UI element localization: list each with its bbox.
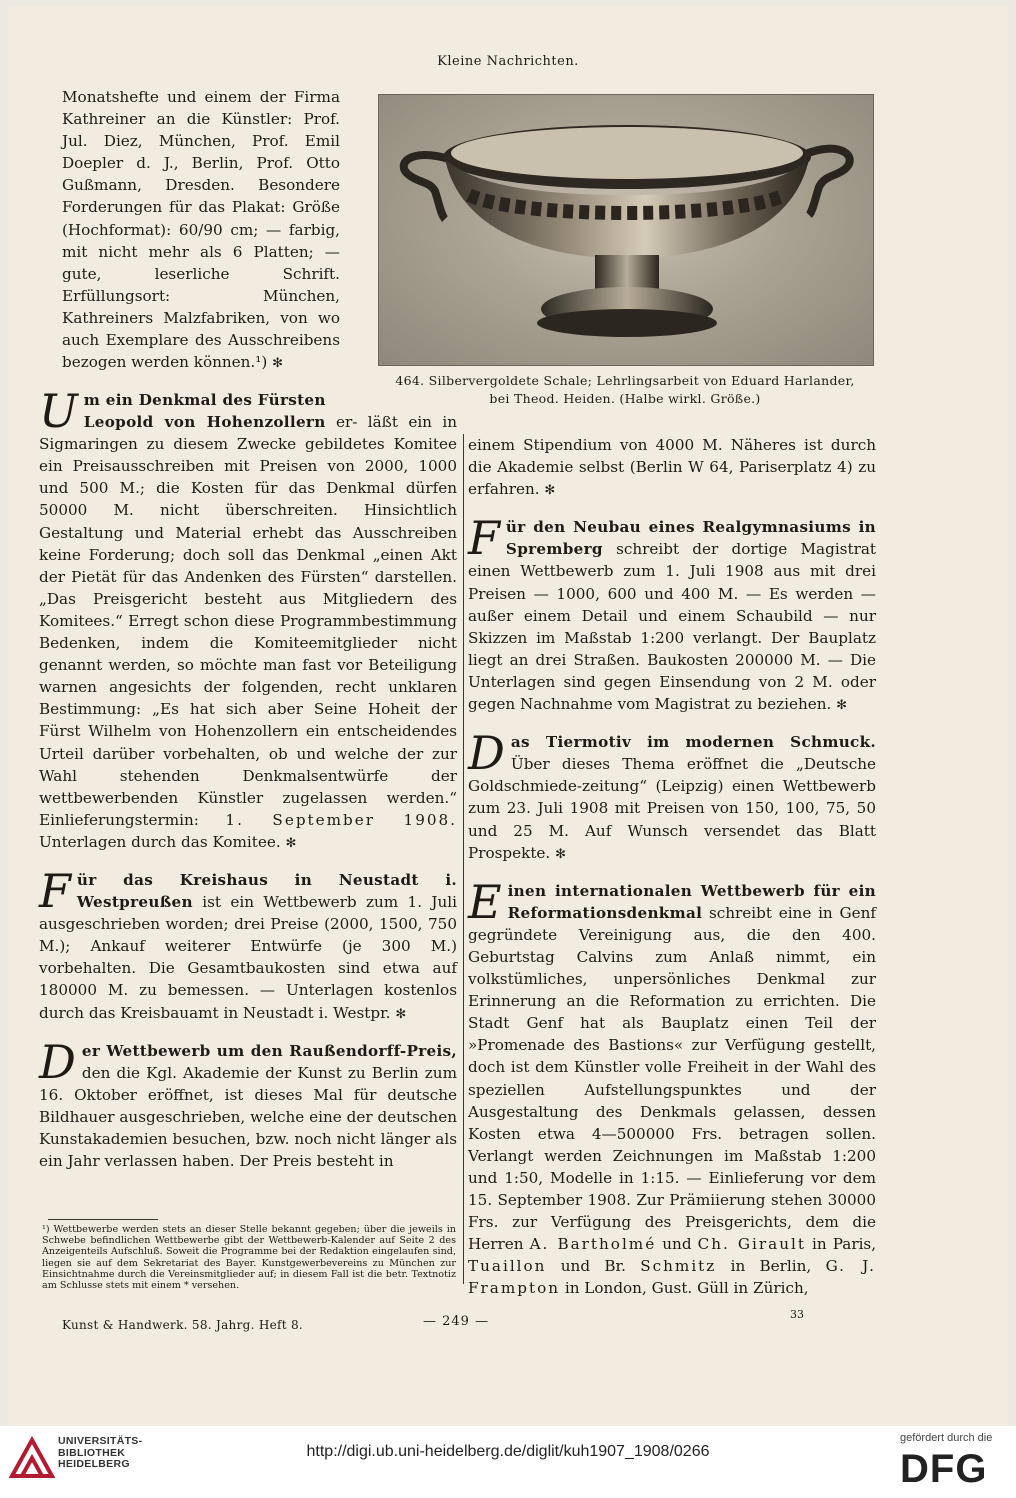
drop-initial: F — [39, 863, 71, 918]
paragraph: Monatshefte und einem der Firma Kathreiner an die Künstler: Prof. Jul. Diez, München, Prof. Emil Doepler d. J., Berlin, Prof. Otto Gußmann, Dresden. Besondere Forderungen für das Plakat: Größe (Hochformat): 60/90 cm; — farbig, mit nicht mehr als 6 Platten; — gute, leserliche Schrift. Erfüllungsort: München, Kathreiners Malzfabriken, von wo auch Exemplare des Ausschreibens bezogen werden können.¹) ✻ — [62, 88, 340, 372]
footnote-rule — [48, 1219, 158, 1220]
dfg-logo: DFG — [900, 1447, 988, 1491]
section-title: Leopold von Hohenzollern — [83, 413, 326, 432]
drop-initial: F — [468, 511, 500, 566]
person-name: Ch. Girault — [697, 1235, 806, 1254]
caption-line: bei Theod. Heiden. (Halbe wirkl. Größe.) — [489, 391, 761, 406]
drop-initial: D — [39, 1034, 76, 1089]
ornament-icon: ✻ — [555, 846, 566, 862]
drop-initial: E — [468, 874, 502, 929]
date: 1. September 1908. — [225, 810, 458, 829]
article-reformationsdenkmal: E inen internationalen Wettbewerb für ein Reformationsdenkmal schreibt eine in Genf gegründete Vereinigung aus, die den 400. Geburtstag Calvins zum Anlaß nimmt, ein volkstümliches, unpersönliches Denkmal zur Erinnerung an die Reformation zu errichten. Die Stadt Genf hat als Bauplatz einen Teil der »Promenade des Bastions« zur Verfügung gestellt, doch ist dem Künstler volle Freiheit in der Wahl des speziellen Aufstellungspunktes und der Ausgestaltung des Denkmals gelassen, dessen Kosten etwa 4—500000 Frs. betragen sollen. Verlangt werden Zeichnungen im Maßstab 1:200 und 1:50, Modelle in 1:15. — Einlieferung vor dem 15. September 1908. Zur Prämiierung stehen 30000 Frs. zur Verfügung des Preisgerichts, dem die Herren A. Bartholmé und Ch. Girault in Paris, Tuaillon und Br. Schmitz in Berlin, G. J. Frampton in London, Gust. Güll in Zürich, — [468, 874, 877, 1298]
article-raussendorff-preis: D er Wettbewerb um den Raußendorff-Preis, den die Kgl. Akademie der Kunst zu Berlin zum 16. Oktober eröffnet, ist dieses Mal für deutsche Bildhauer ausgeschrieben, welche eine der deutschen Kunstakademien besuchen, bzw. noch nicht länger als ein Jahr verlassen haben. Der Preis besteht in — [39, 1034, 457, 1171]
article-realgymnasium-spremberg: F ür den Neubau eines Realgymnasiums in Spremberg schreibt der dortige Magistrat einen Wettbewerb zum 1. Juli 1908 aus mit drei Preisen — 1000, 600 und 400 M. — Es werden — außer einem Detail und einem Schaubild — nur Skizzen im Maßstab 1:200 verlangt. Der Bauplatz liegt an drei Straßen. Baukosten 200000 M. — Die Unterlagen sind gegen Einsendung von 2 M. oder gegen Nachnahme vom Magistrat zu beziehen. ✻ — [468, 511, 876, 714]
footnote: ¹) Wettbewerbe werden stets an dieser Stelle bekannt gegeben; über die jeweils in Schwebe befindlichen Wettbewerbe gibt der Wettbewerb-Kalender auf Seite 2 des Anzeigenteils Aufschluß. Soweit die Programme bei der Redaktion eingelaufen sind, liegen sie auf dem Sekretariat des Bayer. Kunstgewerbevereins zu München zur Einsichtnahme durch die Vereinsmitglieder auf; in diesem Fall ist die betr. Textnotiz am Schlusse stets mit einem * versehen. — [42, 1224, 456, 1292]
date: 16. Oktober — [39, 1085, 137, 1104]
article-denkmal-leopold: U m ein Denkmal des Fürsten Leopold von Hohenzollern er- läßt ein in Sigmaringen zu diesem Zwecke gebildetes Komitee ein Preisausschreiben mit Preisen von 2000, 1000 und 500 M.; die Kosten für das Denkmal dürfen 50000 M. nicht überschreiten. Hinsichtlich Gestaltung und Material erhebt das Ausschreiben keine Forderung; doch soll das Denkmal „einen Akt der Pietät für das Andenken des Fürsten“ darstellen. „Das Preisgericht besteht aus Mitgliedern des Komitees.“ Erregt schon diese Programmbestimmung Bedenken, indem die Komiteemitglieder nicht genannt werden, so möchte man fast vor Beteiligung warnen angesichts der folgenden, recht unklaren Bestimmung: „Es hat sich aber Seine Hoheit der Fürst Wilhelm von Hohenzollern ein entscheidendes Urteil darüber vorbehalten, ob und welche der zur Wahl stehenden Denkmalsentwürfe der wettbewerbenden Künstler zugelassen werden.“ Einlieferungstermin: 1. September 1908. Unterlagen durch das Komitee. ✻ — [39, 384, 458, 851]
permalink-url[interactable]: http://digi.ub.uni-heidelberg.de/diglit/kuh1907_1908/0266 — [306, 1443, 710, 1460]
ornament-icon: ✻ — [272, 356, 283, 372]
column-left-top — [62, 86, 340, 375]
library-name-line: UNIVERSITÄTS- — [58, 1435, 143, 1447]
ornament-icon: ✻ — [285, 835, 297, 851]
column-right — [468, 434, 876, 1299]
article-continuation: einem Stipendium von 4000 M. Näheres ist durch die Akademie selbst (Berlin W 64, Pariserplatz 4) zu erfahren. ✻ — [468, 436, 876, 499]
section-title: er Wettbewerb um den Raußendorff-Preis, — [81, 1041, 457, 1060]
caption-line: 464. Silbervergoldete Schale; Lehrlingsarbeit von Eduard Harlander, — [395, 373, 855, 388]
library-name-line: BIBLIOTHEK — [58, 1446, 126, 1459]
ornament-icon: ✻ — [395, 1006, 407, 1022]
drop-initial: D — [468, 726, 505, 781]
article-tiermotiv: D as Tiermotiv im modernen Schmuck. Über dieses Thema eröffnet die „Deutsche Goldschmiede-zeitung“ (Leipzig) einen Wettbewerb zum 23. Juli 1908 mit Preisen von 150, 100, 75, 50 und 25 M. Auf Wunsch versendet das Blatt Prospekte. ✻ — [468, 726, 876, 862]
section-title: m ein Denkmal des Fürsten — [83, 391, 326, 409]
bowl-photograph — [378, 94, 874, 366]
section-title: ür den Neubau eines Realgymnasiums in Spremberg — [505, 518, 876, 559]
person-name: Schmitz — [640, 1257, 717, 1276]
section-title: as Tiermotiv im modernen Schmuck. — [510, 733, 876, 752]
quoted-place: »Promenade des Bastions« — [468, 1036, 684, 1055]
ornament-icon: ✻ — [836, 698, 848, 714]
document-page — [8, 6, 1008, 1426]
signature-mark: 33 — [790, 1308, 804, 1321]
person-name: A. Bartholmé — [529, 1235, 657, 1254]
funding-label: gefördert durch die — [900, 1432, 993, 1444]
library-name-line: HEIDELBERG — [58, 1458, 130, 1470]
digitization-footer — [0, 1426, 1016, 1498]
column-left — [39, 384, 458, 1172]
person-name: G. J. Frampton — [468, 1257, 877, 1298]
article-kreishaus-neustadt: F ür das Kreishaus in Neustadt i. Westpreußen ist ein Wettbewerb zum 1. Juli ausgeschrieben worden; drei Preise (2000, 1500, 750 M.); Ankauf weiterer Entwürfe (je 300 M.) vorbehalten. Die Gesamtbaukosten sind etwa auf 180000 M. zu bemessen. — Unterlagen kostenlos durch das Kreisbauamt in Neustadt i. Westpr. ✻ — [39, 863, 458, 1022]
section-title: inen internationalen Wettbewerb für ein Reformationsdenkmal — [507, 881, 876, 922]
drop-initial: U — [39, 384, 78, 438]
silver-bowl-illustration — [379, 95, 873, 365]
section-title: ür das Kreishaus in Neustadt i. Westpreußen — [76, 870, 457, 912]
person-name: Tuaillon — [468, 1257, 547, 1276]
ornament-icon: ✻ — [544, 483, 556, 499]
running-head: Kleine Nachrichten. — [437, 54, 579, 69]
page-number: — 249 — — [423, 1314, 490, 1329]
column-divider — [463, 434, 464, 1284]
journal-footer: Kunst & Handwerk. 58. Jahrg. Heft 8. — [62, 1318, 304, 1332]
